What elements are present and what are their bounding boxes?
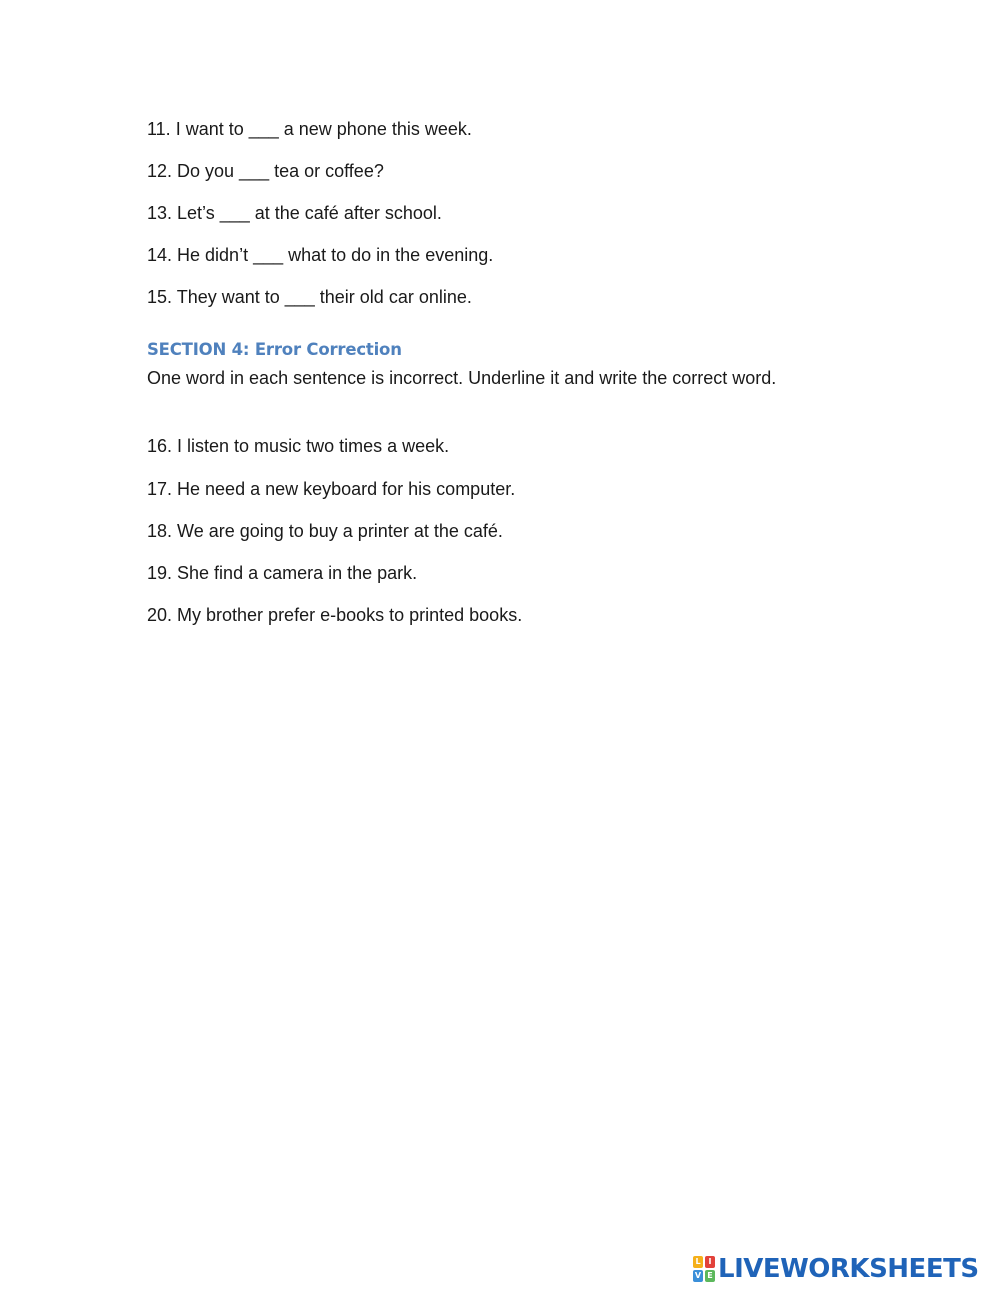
logo-mark-e: E	[705, 1270, 715, 1282]
exercise-item-17: 17. He need a new keyboard for his computer.	[147, 479, 516, 499]
logo-mark-l: L	[693, 1256, 703, 1268]
liveworksheets-logo-text: LIVEWORKSHEETS	[718, 1254, 979, 1284]
exercise-item-20: 20. My brother prefer e-books to printed books.	[147, 605, 523, 625]
exercise-item-18: 18. We are going to buy a printer at the café.	[147, 521, 503, 541]
exercise-item-11: 11. I want to ___ a new phone this week.	[147, 119, 472, 139]
exercise-item-13: 13. Let’s ___ at the café after school.	[147, 203, 442, 223]
logo-mark-i: I	[705, 1256, 715, 1268]
liveworksheets-logo-icon	[693, 1256, 715, 1282]
exercise-item-12: 12. Do you ___ tea or coffee?	[147, 161, 384, 181]
section-4-title: SECTION 4: Error Correction	[147, 340, 402, 359]
exercise-item-16: 16. I listen to music two times a week.	[147, 436, 450, 456]
exercise-item-14: 14. He didn’t ___ what to do in the evening.	[147, 245, 494, 265]
exercise-item-19: 19. She find a camera in the park.	[147, 563, 418, 583]
exercise-item-15: 15. They want to ___ their old car online.	[147, 287, 472, 307]
liveworksheets-logo	[693, 1254, 979, 1284]
section-4-instruction: One word in each sentence is incorrect. Underline it and write the correct word.	[147, 368, 777, 388]
logo-mark-v: V	[694, 1271, 702, 1280]
